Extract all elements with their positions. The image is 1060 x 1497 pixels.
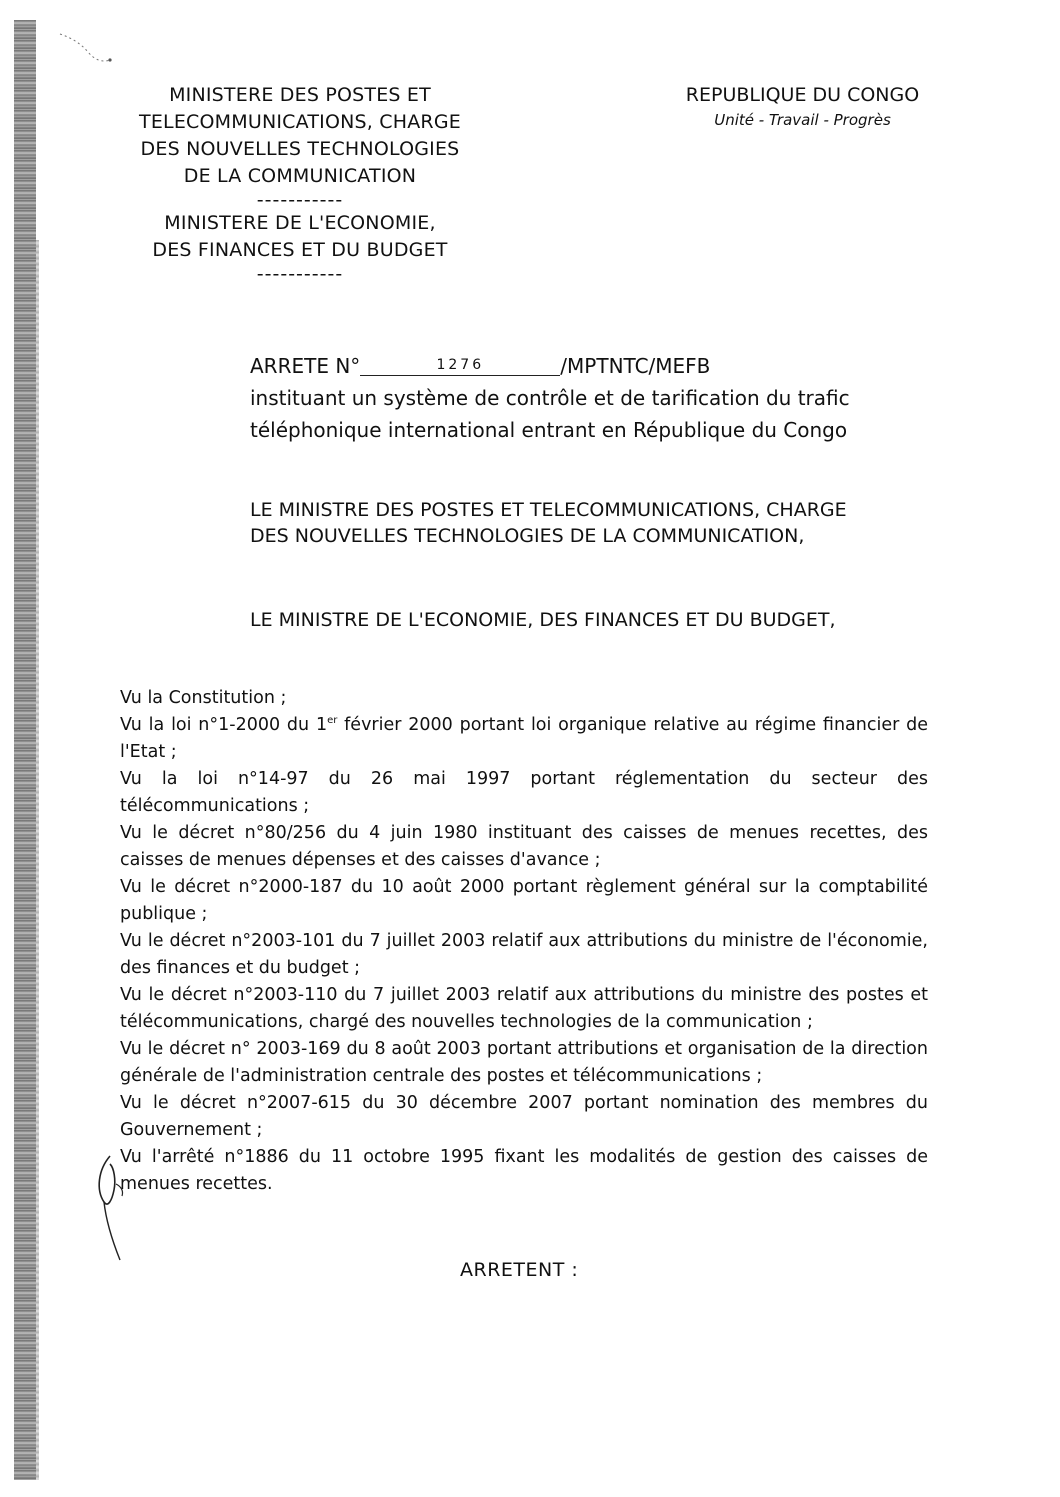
arrete-title bbox=[250, 350, 910, 446]
visa-item: Vu la loi n°14-97 du 26 mai 1997 portant réglementation du secteur des télécommunications ; bbox=[120, 769, 928, 816]
visa-text: février 2000 portant loi organique relative au régime financier de l'Etat ; bbox=[120, 715, 928, 762]
arretent-heading: ARRETENT : bbox=[460, 1259, 579, 1281]
visa-item: Vu le décret n°2007-615 du 30 décembre 2007 portant nomination des membres du Gouvernement ; bbox=[120, 1093, 928, 1140]
minister-telecom-line: DES NOUVELLES TECHNOLOGIES DE LA COMMUNICATION, bbox=[250, 525, 805, 547]
handwritten-initial-mark bbox=[92, 1150, 142, 1265]
ministry-line: MINISTERE DE L'ECONOMIE, bbox=[164, 212, 436, 234]
visa-text: Vu la loi n°1-2000 du 1 bbox=[120, 715, 328, 735]
header-separator: ----------- bbox=[256, 189, 344, 211]
scan-binding-edge bbox=[14, 20, 36, 1480]
visas-list bbox=[120, 685, 928, 1198]
arrete-object-line: instituant un système de contrôle et de tarification du trafic bbox=[250, 386, 850, 410]
visa-item: Vu le décret n°2003-110 du 7 juillet 2003 relatif aux attributions du ministre des postes et télécommunications, chargé des nouvelles technologies de la communication ; bbox=[120, 985, 928, 1032]
arrete-number: 1276 bbox=[360, 357, 560, 376]
republic-header bbox=[660, 82, 945, 131]
republic-motto: Unité - Travail - Progrès bbox=[714, 111, 891, 129]
header-separator: ----------- bbox=[256, 263, 344, 285]
visa-item: Vu la Constitution ; bbox=[120, 688, 287, 708]
minister-finance: LE MINISTRE DE L'ECONOMIE, DES FINANCES ET DU BUDGET, bbox=[250, 609, 836, 631]
visa-item: Vu le décret n° 2003-169 du 8 août 2003 portant attributions et organisation de la direction générale de l'administration centrale des postes et télécommunications ; bbox=[120, 1039, 928, 1086]
ministry-line: MINISTERE DES POSTES ET bbox=[169, 84, 431, 106]
scan-binding-shadow bbox=[36, 240, 39, 1480]
visa-superscript: er bbox=[327, 715, 338, 727]
arrete-prefix: ARRETE N° bbox=[250, 354, 361, 378]
visa-item bbox=[120, 712, 928, 766]
ministry-header bbox=[110, 82, 490, 284]
arrete-object-line: téléphonique international entrant en République du Congo bbox=[250, 418, 848, 442]
visa-item: Vu le décret n°2000-187 du 10 août 2000 portant règlement général sur la comptabilité publique ; bbox=[120, 877, 928, 924]
minister-telecom bbox=[250, 497, 920, 549]
visa-item: Vu l'arrêté n°1886 du 11 octobre 1995 fixant les modalités de gestion des caisses de menues recettes. bbox=[120, 1147, 928, 1194]
republic-title: REPUBLIQUE DU CONGO bbox=[685, 84, 920, 106]
arrete-suffix: /MPTNTC/MEFB bbox=[560, 354, 711, 378]
visa-item: Vu le décret n°2003-101 du 7 juillet 2003 relatif aux attributions du ministre de l'économie, des finances et du budget ; bbox=[120, 931, 928, 978]
minister-telecom-line: LE MINISTRE DES POSTES ET TELECOMMUNICATIONS, CHARGE bbox=[250, 499, 847, 521]
stray-pen-mark bbox=[58, 30, 118, 70]
arrete-number-line bbox=[250, 350, 910, 382]
ministry-line: DES FINANCES ET DU BUDGET bbox=[152, 239, 448, 261]
ministry-line: DES NOUVELLES TECHNOLOGIES bbox=[140, 138, 460, 160]
visa-item: Vu le décret n°80/256 du 4 juin 1980 instituant des caisses de menues recettes, des caisses de menues dépenses et des caisses d'avance ; bbox=[120, 823, 928, 870]
ministry-line: TELECOMMUNICATIONS, CHARGE bbox=[139, 111, 461, 133]
ministry-line: DE LA COMMUNICATION bbox=[183, 165, 417, 187]
